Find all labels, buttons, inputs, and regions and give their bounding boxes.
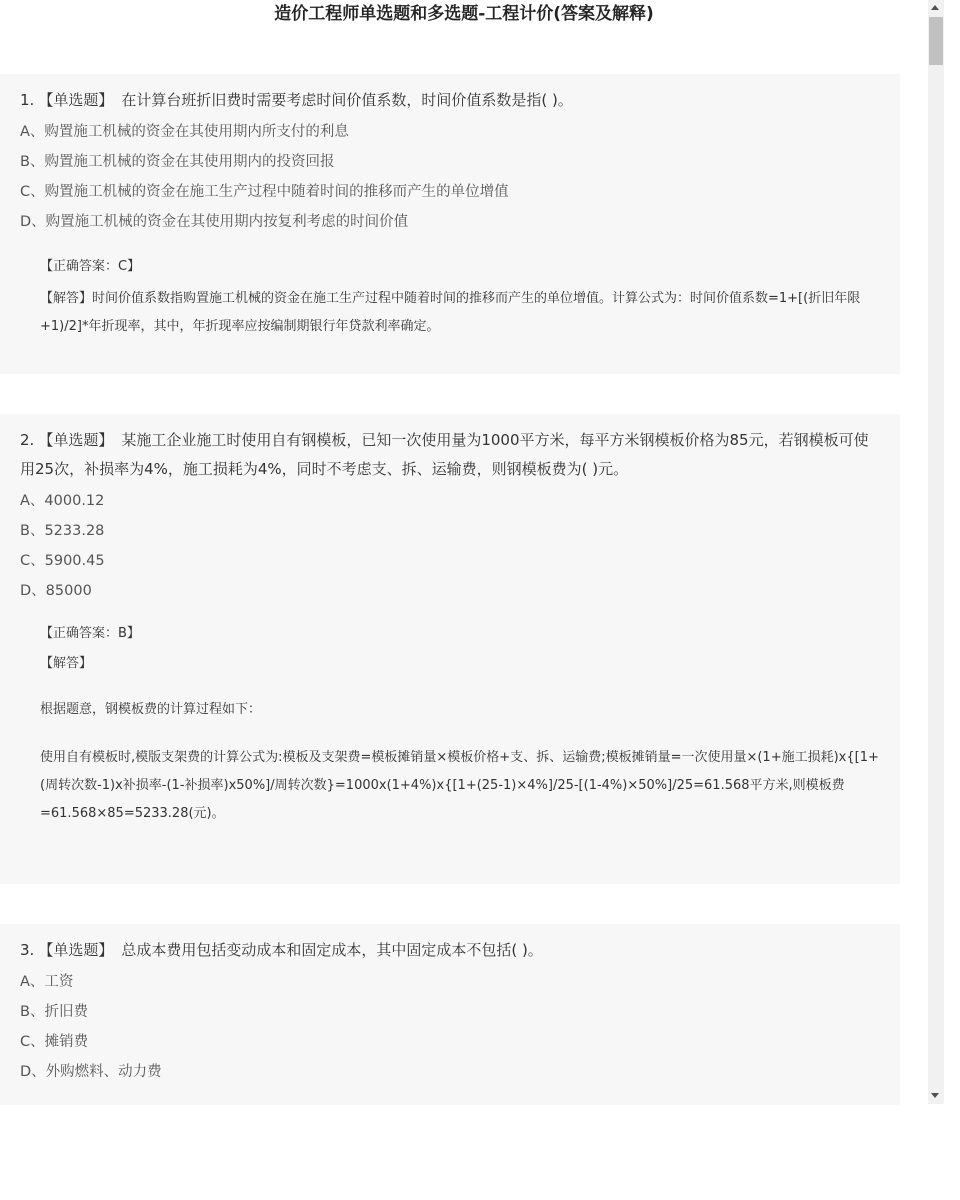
question-stem (20, 414, 880, 484)
option-b[interactable]: B、折旧费 (20, 1004, 88, 1020)
question-number: 2. (20, 431, 35, 449)
option-d[interactable]: D、购置施工机械的资金在其使用期内按复利考虑的时间价值 (20, 214, 409, 230)
analysis-paragraph-1: 根据题意，钢模板费的计算过程如下： (40, 702, 262, 717)
answer-analysis: 【解答】时间价值系数指购置施工机械的资金在施工生产过程中随着时间的推移而产生的单位增值。计算公式为：时间价值系数=1+[(折旧年限+1)/2]*年折现率，其中，年折现率应按编制期银行年贷款利率确定。 (40, 291, 861, 334)
analysis-label: 【解答】 (40, 656, 93, 671)
page-title: 造价工程师单选题和多选题-工程计价(答案及解释) (274, 4, 654, 24)
question-card-1 (0, 74, 900, 374)
question-stem (20, 924, 880, 965)
question-type: 【单选题】 (38, 431, 114, 449)
option-c[interactable]: C、摊销费 (20, 1034, 89, 1050)
question-type: 【单选题】 (38, 941, 114, 959)
scroll-thumb[interactable] (929, 17, 943, 65)
question-card-2 (0, 414, 900, 884)
option-b[interactable]: B、购置施工机械的资金在其使用期内的投资回报 (20, 154, 335, 170)
scroll-down-arrow-icon[interactable] (931, 1093, 939, 1098)
option-a[interactable]: A、购置施工机械的资金在其使用期内所支付的利息 (20, 124, 349, 140)
question-card-3 (0, 924, 900, 1105)
option-d[interactable]: D、85000 (20, 583, 92, 599)
option-list (20, 117, 880, 237)
correct-answer: 【正确答案：B】 (40, 626, 140, 641)
answer-block (20, 257, 880, 341)
analysis-paragraph-2: 使用自有模板时,模版支架费的计算公式为:模板及支架费=模板摊销量×模板价格+支、拆、运输费;模板摊销量=一次使用量×(1+施工损耗)x{[1+(周转次数-1)x补损率-(1-补损率)x50%]/周转次数}=1000x(1+4%)x{[1+(25-1)×4%]/25-[(1-4%)×50%]/25=61.568平方米,则模板费=61.568×85=5233.28(元)。 (40, 750, 879, 821)
scroll-up-arrow-icon[interactable] (931, 5, 939, 10)
question-text: 在计算台班折旧费时需要考虑时间价值系数，时间价值系数是指( )。 (121, 91, 573, 109)
question-number: 3. (20, 941, 35, 959)
option-c[interactable]: C、5900.45 (20, 553, 105, 569)
question-text: 某施工企业施工时使用自有钢模板，已知一次使用量为1000平方米，每平方米钢模板价格为85元，若钢模板可使用25次，补损率为4%，施工损耗为4%，同时不考虑支、拆、运输费，则钢模板费为( )元。 (20, 431, 869, 478)
vertical-scrollbar[interactable] (928, 0, 944, 1104)
option-list (20, 967, 880, 1087)
option-list (20, 486, 880, 606)
correct-answer: 【正确答案：C】 (40, 259, 141, 274)
option-c[interactable]: C、购置施工机械的资金在施工生产过程中随着时间的推移而产生的单位增值 (20, 184, 509, 200)
option-a[interactable]: A、工资 (20, 974, 74, 990)
answer-block (20, 624, 880, 828)
question-text: 总成本费用包括变动成本和固定成本，其中固定成本不包括( )。 (121, 941, 543, 959)
question-stem (20, 74, 880, 115)
option-d[interactable]: D、外购燃料、动力费 (20, 1064, 162, 1080)
option-b[interactable]: B、5233.28 (20, 523, 105, 539)
question-type: 【单选题】 (38, 91, 114, 109)
option-a[interactable]: A、4000.12 (20, 493, 105, 509)
question-number: 1. (20, 91, 35, 109)
